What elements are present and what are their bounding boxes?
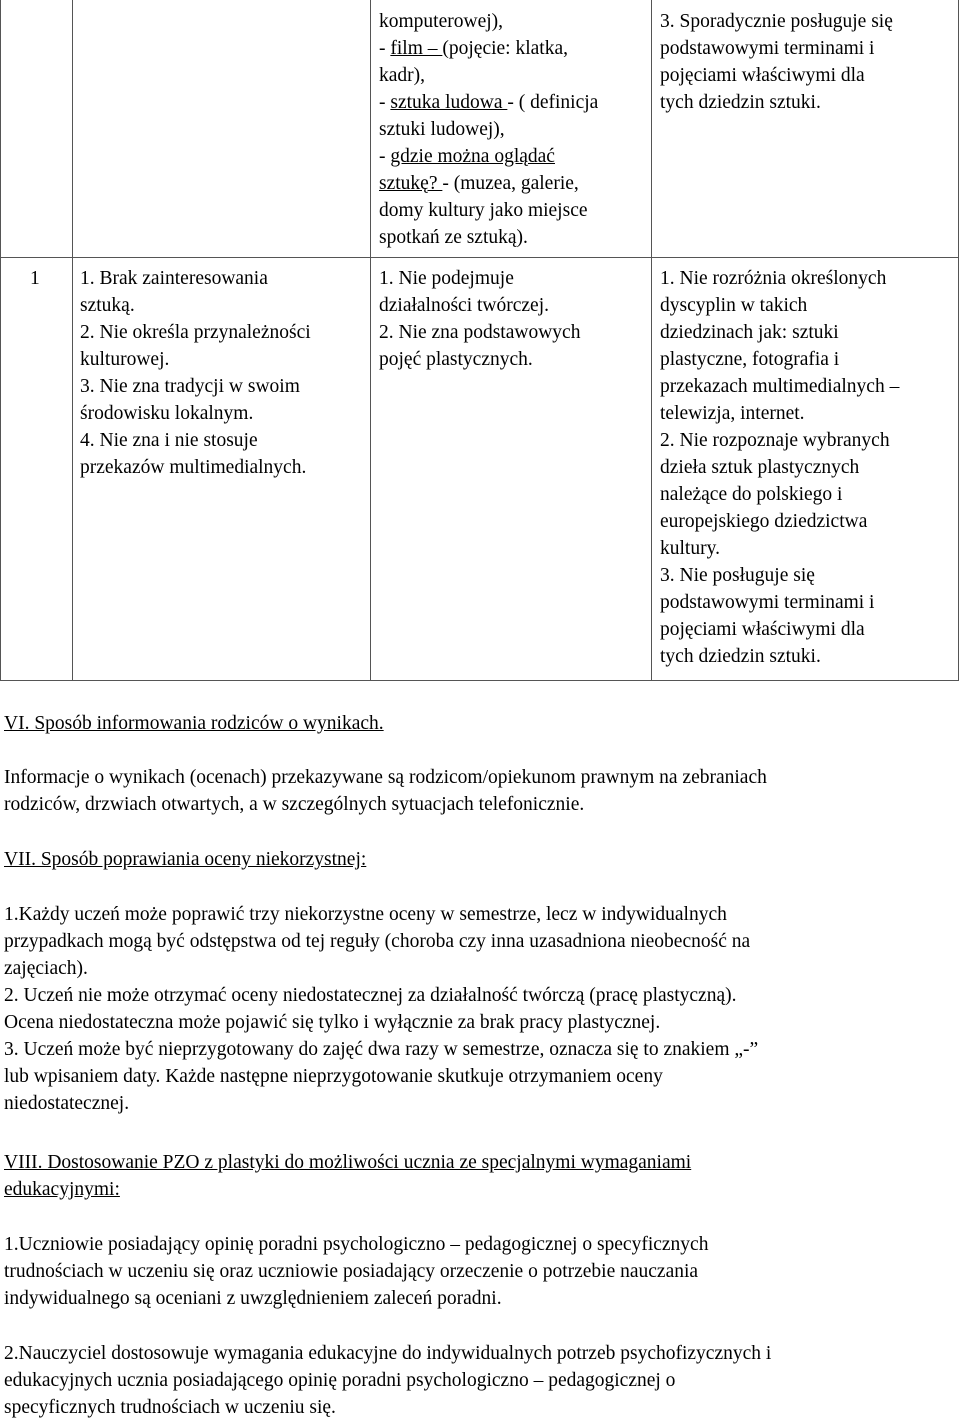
row2-col4-line: dzieła sztuk plastycznych — [660, 457, 860, 478]
row1-col4-line: podstawowymi terminami i — [660, 38, 875, 59]
row1-col3-line: - gdzie można oglądać — [379, 146, 555, 167]
paragraph-line: trudnościach w uczeniu się oraz uczniowie posiadający orzeczenie o potrzebie nauczania — [4, 1261, 699, 1282]
paragraph-line: lub wpisaniem daty. Każde następne nieprzygotowanie skutkuje otrzymaniem oceny — [4, 1066, 663, 1087]
row2-col4-line: dziedzinach jak: sztuki — [660, 322, 839, 343]
row2-col4-line: dyscyplin w takich — [660, 295, 808, 316]
row1-col3-line: - film – (pojęcie: klatka, — [379, 38, 568, 59]
row1-col4-line: pojęciami właściwymi dla — [660, 65, 865, 86]
paragraph-line: 3. Uczeń może być nieprzygotowany do zajęć dwa razy w semestrze, oznacza się to znakiem „-” — [4, 1039, 759, 1060]
paragraph-line: indywidualnego są oceniani z uwzględnieniem zaleceń poradni. — [4, 1288, 502, 1309]
row2-col3-line: 1. Nie podejmuje — [379, 268, 514, 289]
row2-col2-line: 3. Nie zna tradycji w swoim — [80, 376, 300, 397]
section-8-paragraph-2 — [4, 1340, 956, 1421]
section-heading: edukacyjnymi: — [4, 1179, 120, 1200]
row2-col2-line: sztuką. — [80, 295, 135, 316]
row2-col2-line: 4. Nie zna i nie stosuje — [80, 430, 258, 451]
section-8-heading — [4, 1149, 956, 1203]
section-7-heading — [4, 846, 956, 873]
row2-col4-cell — [660, 265, 899, 670]
table-divider-3 — [651, 0, 652, 681]
table-border-bottom — [0, 680, 959, 681]
row2-col2-line: środowisku lokalnym. — [80, 403, 254, 424]
row1-col4-line: 3. Sporadycznie posługuje się — [660, 11, 893, 32]
paragraph-line: rodziców, drzwiach otwartych, a w szczególnych sytuacjach telefonicznie. — [4, 794, 585, 815]
row2-col2-line: 1. Brak zainteresowania — [80, 268, 268, 289]
row2-col4-line: 3. Nie posługuje się — [660, 565, 815, 586]
paragraph-line: Ocena niedostateczna może pojawić się tylko i wyłącznie za brak pracy plastycznej. — [4, 1012, 661, 1033]
row2-col4-line: europejskiego dziedzictwa — [660, 511, 868, 532]
table-border-right — [958, 0, 959, 681]
row1-col3-line: sztukę? - (muzea, galerie, — [379, 173, 579, 194]
paragraph-line: 1.Każdy uczeń może poprawić trzy niekorzystne oceny w semestrze, lecz w indywidualnych — [4, 904, 727, 925]
row2-col3-cell — [379, 265, 580, 373]
paragraph-line: specyficznych trudnościach w uczeniu się. — [4, 1397, 336, 1418]
row2-col4-line: podstawowymi terminami i — [660, 592, 875, 613]
row2-col4-line: plastyczne, fotografia i — [660, 349, 840, 370]
table-border-left — [0, 0, 1, 681]
row2-col4-line: kultury. — [660, 538, 720, 559]
row2-col2-line: 2. Nie określa przynależności — [80, 322, 311, 343]
row2-col2-line: przekazów multimedialnych. — [80, 457, 307, 478]
row1-col3-line: sztuki ludowej), — [379, 119, 505, 140]
row1-col3-line: komputerowej), — [379, 11, 504, 32]
row2-col4-line: telewizja, internet. — [660, 403, 805, 424]
section-heading: VI. Sposób informowania rodziców o wynikach. — [4, 713, 384, 734]
row1-col3-cell — [379, 8, 598, 251]
row2-col4-line: tych dziedzin sztuki. — [660, 646, 821, 667]
row2-col3-line: 2. Nie zna podstawowych — [379, 322, 581, 343]
row2-col4-line: przekazach multimedialnych – — [660, 376, 900, 397]
row1-col3-line: spotkań ze sztuką). — [379, 227, 528, 248]
paragraph-line: 1.Uczniowie posiadający opinię poradni psychologiczno – pedagogicznej o specyficznych — [4, 1234, 709, 1255]
row2-col4-line: 2. Nie rozpoznaje wybranych — [660, 430, 890, 451]
row2-number: 1 — [30, 268, 40, 289]
section-6-heading — [4, 710, 956, 737]
paragraph-line: edukacyjnych ucznia posiadającego opinię poradni psychologiczno – pedagogicznej o — [4, 1370, 676, 1391]
row2-col2-line: kulturowej. — [80, 349, 170, 370]
row1-col3-line: kadr), — [379, 65, 426, 86]
paragraph-line: Informacje o wynikach (ocenach) przekazywane są rodzicom/opiekunom prawnym na zebraniach — [4, 767, 767, 788]
paragraph-line: 2. Uczeń nie może otrzymać oceny niedostatecznej za działalność twórczą (pracę plastyczną). — [4, 985, 737, 1006]
table-divider-1 — [72, 0, 73, 681]
table-divider-2 — [370, 0, 371, 681]
row2-col4-line: należące do polskiego i — [660, 484, 843, 505]
section-8-paragraph-1 — [4, 1231, 956, 1312]
criteria-table — [0, 0, 960, 681]
paragraph-line: przypadkach mogą być odstępstwa od tej reguły (choroba czy inna uzasadniona nieobecność na — [4, 931, 751, 952]
section-7-body — [4, 901, 956, 1117]
section-heading: VIII. Dostosowanie PZO z plastyki do możliwości ucznia ze specjalnymi wymaganiami — [4, 1152, 692, 1173]
table-row-divider — [0, 257, 959, 258]
row1-col3-line: - sztuka ludowa - ( definicja — [379, 92, 599, 113]
paragraph-line: niedostatecznej. — [4, 1093, 130, 1114]
row1-col4-cell — [660, 8, 893, 116]
row2-col3-line: działalności twórczej. — [379, 295, 550, 316]
row2-col4-line: pojęciami właściwymi dla — [660, 619, 865, 640]
row1-col3-line: domy kultury jako miejsce — [379, 200, 588, 221]
row2-col2-cell — [80, 265, 311, 481]
row2-col4-line: 1. Nie rozróżnia określonych — [660, 268, 887, 289]
paragraph-line: 2.Nauczyciel dostosowuje wymagania edukacyjne do indywidualnych potrzeb psychofizycznych i — [4, 1343, 772, 1364]
row1-col4-line: tych dziedzin sztuki. — [660, 92, 821, 113]
section-6-body — [4, 764, 956, 818]
paragraph-line: zajęciach). — [4, 958, 88, 979]
section-heading: VII. Sposób poprawiania oceny niekorzystnej: — [4, 849, 367, 870]
row2-col3-line: pojęć plastycznych. — [379, 349, 533, 370]
